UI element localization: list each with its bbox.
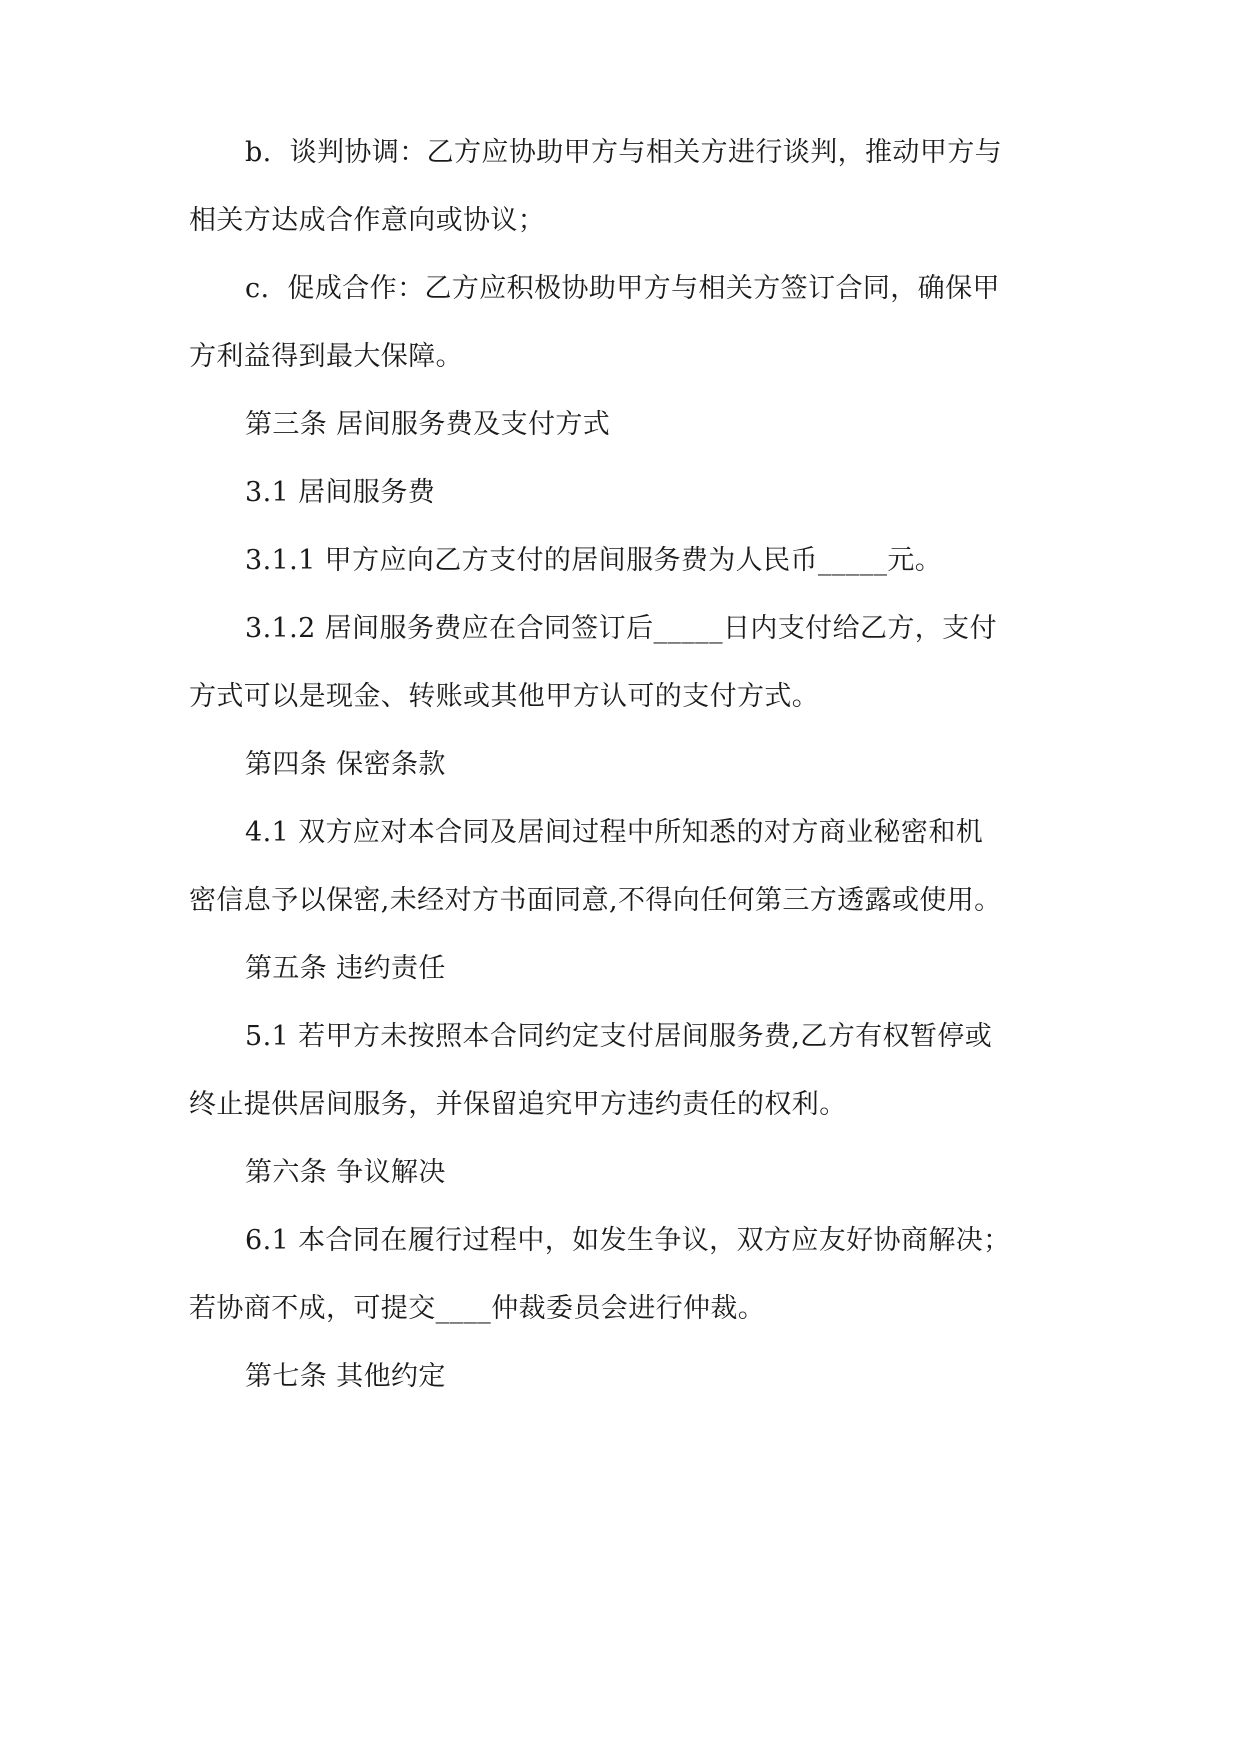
paragraph-c-line-1: c. 促成合作：乙方应积极协助甲方与相关方签订合同，确保甲 [245, 273, 1000, 304]
paragraph-c-line-2: 方利益得到最大保障。 [189, 341, 463, 372]
clause-3-1-2-line-2: 方式可以是现金、转账或其他甲方认可的支付方式。 [189, 681, 820, 712]
article-6-heading: 第六条 争议解决 [245, 1157, 446, 1188]
clause-3-1-1: 3.1.1 甲方应向乙方支付的居间服务费为人民币_____元。 [245, 545, 943, 576]
article-7-heading: 第七条 其他约定 [245, 1361, 446, 1392]
clause-5-1-line-2: 终止提供居间服务，并保留追究甲方违约责任的权利。 [189, 1089, 847, 1120]
clause-3-1: 3.1 居间服务费 [245, 477, 436, 508]
article-5-heading: 第五条 违约责任 [245, 953, 446, 984]
paragraph-b-line-2: 相关方达成合作意向或协议； [189, 205, 546, 236]
clause-6-1-line-2: 若协商不成，可提交____仲裁委员会进行仲裁。 [189, 1293, 766, 1324]
article-4-heading: 第四条 保密条款 [245, 749, 446, 780]
clause-4-1-line-2: 密信息予以保密,未经对方书面同意,不得向任何第三方透露或使用。 [189, 885, 1002, 916]
clause-6-1-line-1: 6.1 本合同在履行过程中，如发生争议，双方应友好协商解决； [245, 1225, 1011, 1256]
clause-4-1-line-1: 4.1 双方应对本合同及居间过程中所知悉的对方商业秘密和机 [245, 817, 984, 848]
clause-3-1-2-line-1: 3.1.2 居间服务费应在合同签订后_____日内支付给乙方，支付 [245, 613, 997, 644]
paragraph-b-line-1: b. 谈判协调：乙方应协助甲方与相关方进行谈判，推动甲方与 [245, 137, 1003, 168]
article-3-heading: 第三条 居间服务费及支付方式 [245, 409, 611, 440]
clause-5-1-line-1: 5.1 若甲方未按照本合同约定支付居间服务费,乙方有权暂停或 [245, 1021, 993, 1052]
